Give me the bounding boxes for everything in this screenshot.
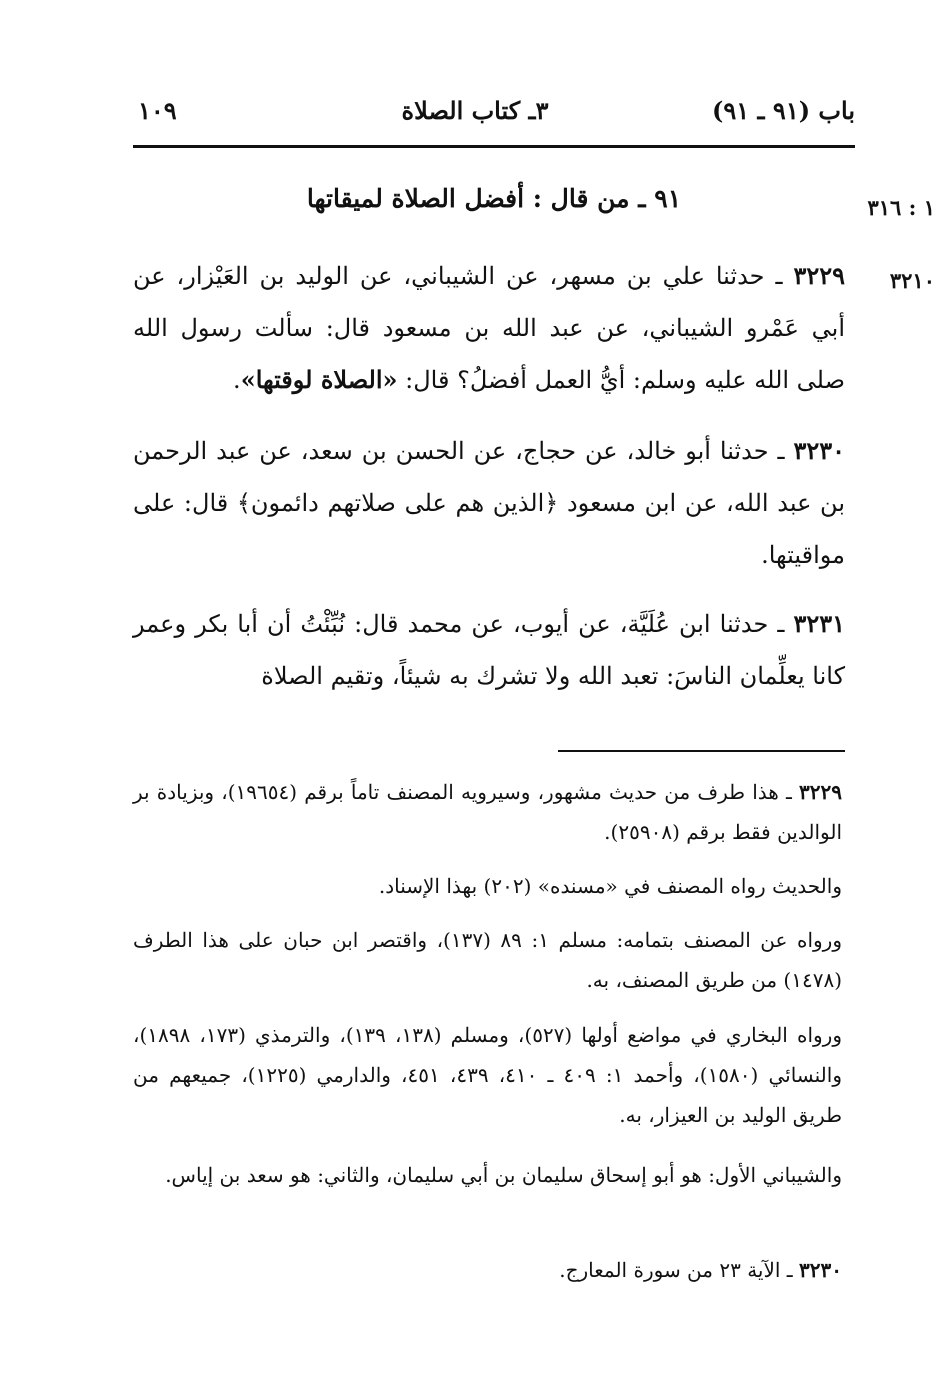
footnote-text: ورواه عن المصنف بتمامه: مسلم ١: ٨٩ (١٣٧)، واقتصر ابن حبان على هذا الطرف (١٤٧٨) من طريق المصنف، به. — [133, 928, 842, 992]
footnote — [133, 1155, 842, 1195]
hadith-text: ـ حدثنا أبو خالد، عن حجاج، عن الحسن بن سعد، عن عبد الرحمن بن عبد الله، عن ابن مسعود ﴿الذين هم على صلاتهم دائمون﴾ قال: على مواقيتها. — [133, 437, 845, 569]
footnote-text: ورواه البخاري في مواضع أولها (٥٢٧)، ومسلم (١٣٨، ١٣٩)، والترمذي (١٧٣، ١٨٩٨)، والنسائي (١٥٨٠)، وأحمد ١: ٤٠٩ ـ ٤١٠، ٤٣٩، ٤٥١، والدارمي (١٢٢٥)، جميعهم من طريق الوليد بن العيزار، به. — [133, 1023, 842, 1127]
chapter-heading: ٩١ ـ من قال : أفضل الصلاة لميقاتها — [306, 184, 682, 213]
header-rule — [133, 145, 855, 148]
chapter-range: باب (٩١ ـ ٩١) — [712, 96, 855, 125]
footnote — [133, 866, 842, 906]
footnote — [133, 1250, 842, 1290]
book-title: ٣ـ كتاب الصلاة — [401, 96, 549, 125]
footnote — [133, 920, 842, 1000]
hadith-number: ٣٢٣٠ — [793, 436, 845, 465]
hadith-number: ٣٢٣١ — [793, 609, 845, 638]
hadith-text-end: . — [233, 366, 241, 394]
hadith-number: ٣٢٢٩ — [793, 261, 845, 290]
page-number: ١٠٩ — [138, 96, 177, 125]
footnote-text: والحديث رواه المصنف في «مسنده» (٢٠٢) بهذا الإسناد. — [378, 874, 842, 898]
hadith-paragraph — [133, 598, 845, 702]
hadith-paragraph — [133, 250, 845, 406]
footnote-text: والشيباني الأول: هو أبو إسحاق سليمان بن أبي سليمان، والثاني: هو سعد بن إياس. — [165, 1163, 842, 1187]
footnote-number: ٣٢٣٠ — [799, 1258, 842, 1282]
footnote-number: ٣٢٢٩ — [799, 780, 842, 804]
footnote — [133, 1015, 842, 1135]
footnote-text: ـ الآية ٢٣ من سورة المعارج. — [559, 1258, 800, 1282]
hadith-text: ـ حدثنا ابن عُلَيَّة، عن أيوب، عن محمد قال: نُبِّئْتُ أن أبا بكر وعمر كانا يعلِّمان الناسَ: تعبد الله ولا تشرك به شيئاً، وتقيم الصلاة — [133, 610, 845, 690]
hadith-quote: «الصلاة لوقتها» — [240, 365, 398, 394]
hadith-text: ـ حدثنا علي بن مسهر، عن الشيباني، عن الوليد بن العَيْزار، عن أبي عَمْرو الشيباني، عن عبد الله بن مسعود قال: سألت رسول الله صلى الله عليه وسلم: أيُّ العمل أفضلُ؟ قال: — [133, 262, 845, 394]
footnote — [133, 772, 842, 852]
margin-reference-number: ٣٢١٠ — [889, 268, 935, 293]
margin-reference-volume-page: ١ : ٣١٦ — [867, 195, 935, 220]
footnote-text: ـ هذا طرف من حديث مشهور، وسيرويه المصنف تاماً برقم (١٩٦٥٤)، وبزيادة بر الوالدين فقط برقم (٢٥٩٠٨). — [133, 780, 842, 844]
footnote-separator — [558, 750, 845, 752]
hadith-paragraph — [133, 425, 845, 581]
